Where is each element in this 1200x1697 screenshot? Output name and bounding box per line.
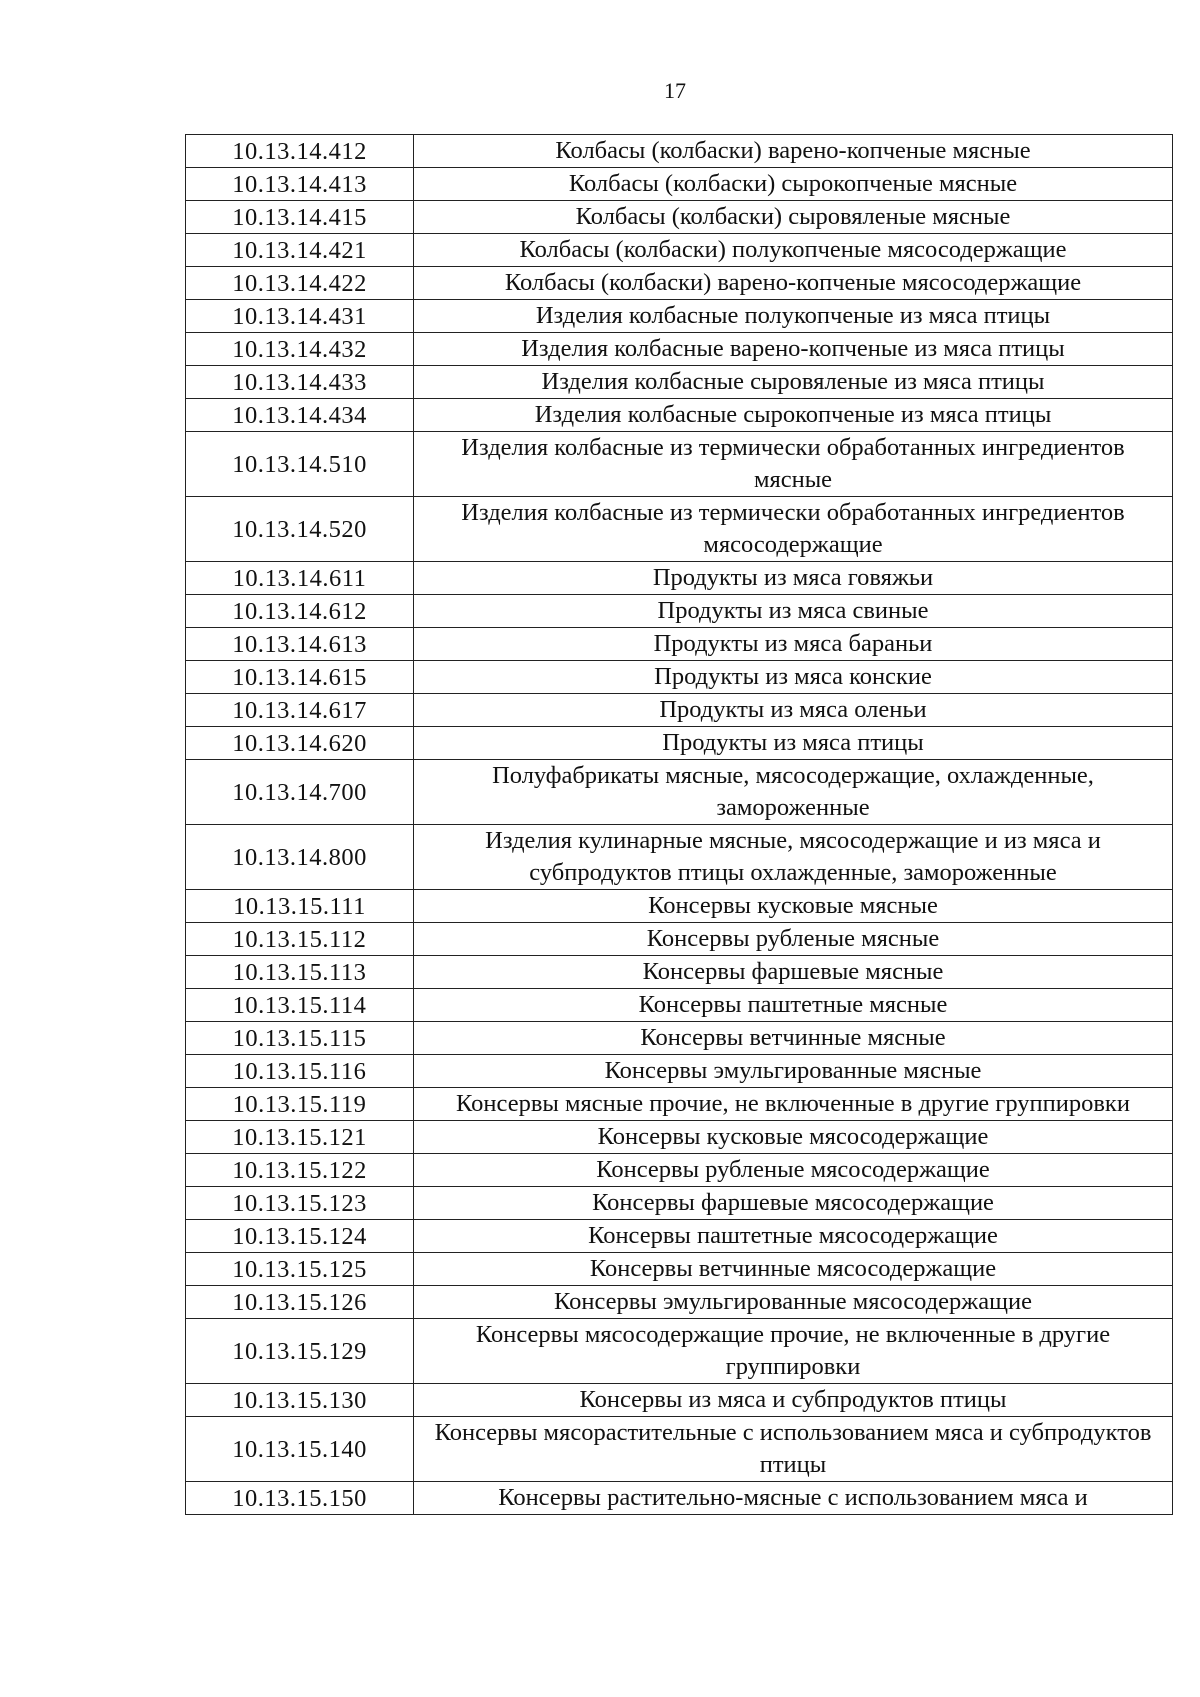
table-row bbox=[186, 760, 1173, 825]
table-body bbox=[186, 135, 1173, 1515]
table-row bbox=[186, 201, 1173, 234]
table-row bbox=[186, 300, 1173, 333]
product-name-cell: Изделия колбасные варено-копченые из мяса птицы bbox=[414, 333, 1173, 366]
product-code-cell: 10.13.15.125 bbox=[186, 1253, 414, 1286]
product-name-cell: Продукты из мяса птицы bbox=[414, 727, 1173, 760]
product-name-cell: Консервы фаршевые мясные bbox=[414, 956, 1173, 989]
product-code-cell: 10.13.15.114 bbox=[186, 989, 414, 1022]
product-code-cell: 10.13.15.126 bbox=[186, 1286, 414, 1319]
product-code-cell: 10.13.14.421 bbox=[186, 234, 414, 267]
table-row bbox=[186, 333, 1173, 366]
product-code-cell: 10.13.15.121 bbox=[186, 1121, 414, 1154]
table-row bbox=[186, 168, 1173, 201]
product-code-cell: 10.13.15.113 bbox=[186, 956, 414, 989]
table-row bbox=[186, 1121, 1173, 1154]
table-row bbox=[186, 1055, 1173, 1088]
table-row bbox=[186, 497, 1173, 562]
table-row bbox=[186, 628, 1173, 661]
product-code-cell: 10.13.15.124 bbox=[186, 1220, 414, 1253]
product-name-cell: Консервы мясорастительные с использованием мяса и субпродуктов птицы bbox=[414, 1417, 1173, 1482]
product-code-cell: 10.13.14.431 bbox=[186, 300, 414, 333]
product-name-cell: Консервы из мяса и субпродуктов птицы bbox=[414, 1384, 1173, 1417]
product-code-cell: 10.13.15.130 bbox=[186, 1384, 414, 1417]
product-name-cell: Колбасы (колбаски) варено-копченые мясные bbox=[414, 135, 1173, 168]
table-row bbox=[186, 727, 1173, 760]
product-name-cell: Консервы ветчинные мясные bbox=[414, 1022, 1173, 1055]
product-code-cell: 10.13.14.422 bbox=[186, 267, 414, 300]
product-name-cell: Продукты из мяса говяжьи bbox=[414, 562, 1173, 595]
product-name-cell: Консервы эмульгированные мясные bbox=[414, 1055, 1173, 1088]
product-name-cell: Консервы мясосодержащие прочие, не включенные в другие группировки bbox=[414, 1319, 1173, 1384]
product-code-cell: 10.13.14.613 bbox=[186, 628, 414, 661]
table-row bbox=[186, 1319, 1173, 1384]
table-row bbox=[186, 1220, 1173, 1253]
product-name-cell: Колбасы (колбаски) сыровяленые мясные bbox=[414, 201, 1173, 234]
product-code-cell: 10.13.15.116 bbox=[186, 1055, 414, 1088]
product-name-cell: Консервы фаршевые мясосодержащие bbox=[414, 1187, 1173, 1220]
product-code-cell: 10.13.15.140 bbox=[186, 1417, 414, 1482]
product-name-cell: Колбасы (колбаски) варено-копченые мясосодержащие bbox=[414, 267, 1173, 300]
product-name-cell: Изделия колбасные из термически обработанных ингредиентов мясные bbox=[414, 432, 1173, 497]
product-name-cell: Продукты из мяса свиные bbox=[414, 595, 1173, 628]
table-row bbox=[186, 366, 1173, 399]
table-row bbox=[186, 694, 1173, 727]
product-name-cell: Полуфабрикаты мясные, мясосодержащие, охлажденные, замороженные bbox=[414, 760, 1173, 825]
product-name-cell: Консервы мясные прочие, не включенные в другие группировки bbox=[414, 1088, 1173, 1121]
product-name-cell: Изделия колбасные сырокопченые из мяса птицы bbox=[414, 399, 1173, 432]
table-row bbox=[186, 1187, 1173, 1220]
product-code-table bbox=[185, 134, 1173, 1515]
table-row bbox=[186, 1482, 1173, 1515]
product-name-cell: Продукты из мяса конские bbox=[414, 661, 1173, 694]
product-code-cell: 10.13.15.150 bbox=[186, 1482, 414, 1515]
product-code-cell: 10.13.15.111 bbox=[186, 890, 414, 923]
table-row bbox=[186, 825, 1173, 890]
product-code-cell: 10.13.14.432 bbox=[186, 333, 414, 366]
table-row bbox=[186, 989, 1173, 1022]
product-code-cell: 10.13.14.620 bbox=[186, 727, 414, 760]
product-code-cell: 10.13.14.700 bbox=[186, 760, 414, 825]
product-code-cell: 10.13.14.412 bbox=[186, 135, 414, 168]
product-name-cell: Консервы кусковые мясосодержащие bbox=[414, 1121, 1173, 1154]
table-row bbox=[186, 1088, 1173, 1121]
product-name-cell: Консервы ветчинные мясосодержащие bbox=[414, 1253, 1173, 1286]
product-name-cell: Консервы эмульгированные мясосодержащие bbox=[414, 1286, 1173, 1319]
table-row bbox=[186, 923, 1173, 956]
table-row bbox=[186, 267, 1173, 300]
product-name-cell: Колбасы (колбаски) полукопченые мясосодержащие bbox=[414, 234, 1173, 267]
product-name-cell: Продукты из мяса оленьи bbox=[414, 694, 1173, 727]
product-code-cell: 10.13.15.115 bbox=[186, 1022, 414, 1055]
product-code-cell: 10.13.14.415 bbox=[186, 201, 414, 234]
product-name-cell: Изделия колбасные сыровяленые из мяса птицы bbox=[414, 366, 1173, 399]
product-name-cell: Консервы рубленые мясные bbox=[414, 923, 1173, 956]
product-code-cell: 10.13.14.617 bbox=[186, 694, 414, 727]
table-row bbox=[186, 595, 1173, 628]
product-code-cell: 10.13.14.611 bbox=[186, 562, 414, 595]
table-row bbox=[186, 956, 1173, 989]
table-row bbox=[186, 1384, 1173, 1417]
table-row bbox=[186, 661, 1173, 694]
product-code-cell: 10.13.14.612 bbox=[186, 595, 414, 628]
product-code-cell: 10.13.14.615 bbox=[186, 661, 414, 694]
table-row bbox=[186, 135, 1173, 168]
product-code-cell: 10.13.14.800 bbox=[186, 825, 414, 890]
product-code-cell: 10.13.15.122 bbox=[186, 1154, 414, 1187]
product-name-cell: Изделия кулинарные мясные, мясосодержащие и из мяса и субпродуктов птицы охлажденные, замороженные bbox=[414, 825, 1173, 890]
page-number: 17 bbox=[664, 78, 686, 103]
table-row bbox=[186, 1022, 1173, 1055]
product-code-cell: 10.13.15.129 bbox=[186, 1319, 414, 1384]
product-name-cell: Консервы растительно-мясные с использованием мяса и bbox=[414, 1482, 1173, 1515]
table-row bbox=[186, 399, 1173, 432]
product-code-cell: 10.13.14.434 bbox=[186, 399, 414, 432]
product-code-cell: 10.13.14.433 bbox=[186, 366, 414, 399]
product-code-cell: 10.13.15.119 bbox=[186, 1088, 414, 1121]
table-row bbox=[186, 1154, 1173, 1187]
product-code-cell: 10.13.14.520 bbox=[186, 497, 414, 562]
product-name-cell: Консервы рубленые мясосодержащие bbox=[414, 1154, 1173, 1187]
table-row bbox=[186, 890, 1173, 923]
table-row bbox=[186, 1286, 1173, 1319]
product-name-cell: Консервы паштетные мясные bbox=[414, 989, 1173, 1022]
product-code-cell: 10.13.15.112 bbox=[186, 923, 414, 956]
table-row bbox=[186, 432, 1173, 497]
product-code-cell: 10.13.14.510 bbox=[186, 432, 414, 497]
table-row bbox=[186, 1253, 1173, 1286]
product-name-cell: Изделия колбасные полукопченые из мяса птицы bbox=[414, 300, 1173, 333]
table-row bbox=[186, 562, 1173, 595]
table-row bbox=[186, 1417, 1173, 1482]
product-name-cell: Консервы кусковые мясные bbox=[414, 890, 1173, 923]
product-name-cell: Консервы паштетные мясосодержащие bbox=[414, 1220, 1173, 1253]
table-row bbox=[186, 234, 1173, 267]
product-code-cell: 10.13.14.413 bbox=[186, 168, 414, 201]
product-name-cell: Колбасы (колбаски) сырокопченые мясные bbox=[414, 168, 1173, 201]
product-code-cell: 10.13.15.123 bbox=[186, 1187, 414, 1220]
product-name-cell: Изделия колбасные из термически обработанных ингредиентов мясосодержащие bbox=[414, 497, 1173, 562]
product-name-cell: Продукты из мяса бараньи bbox=[414, 628, 1173, 661]
